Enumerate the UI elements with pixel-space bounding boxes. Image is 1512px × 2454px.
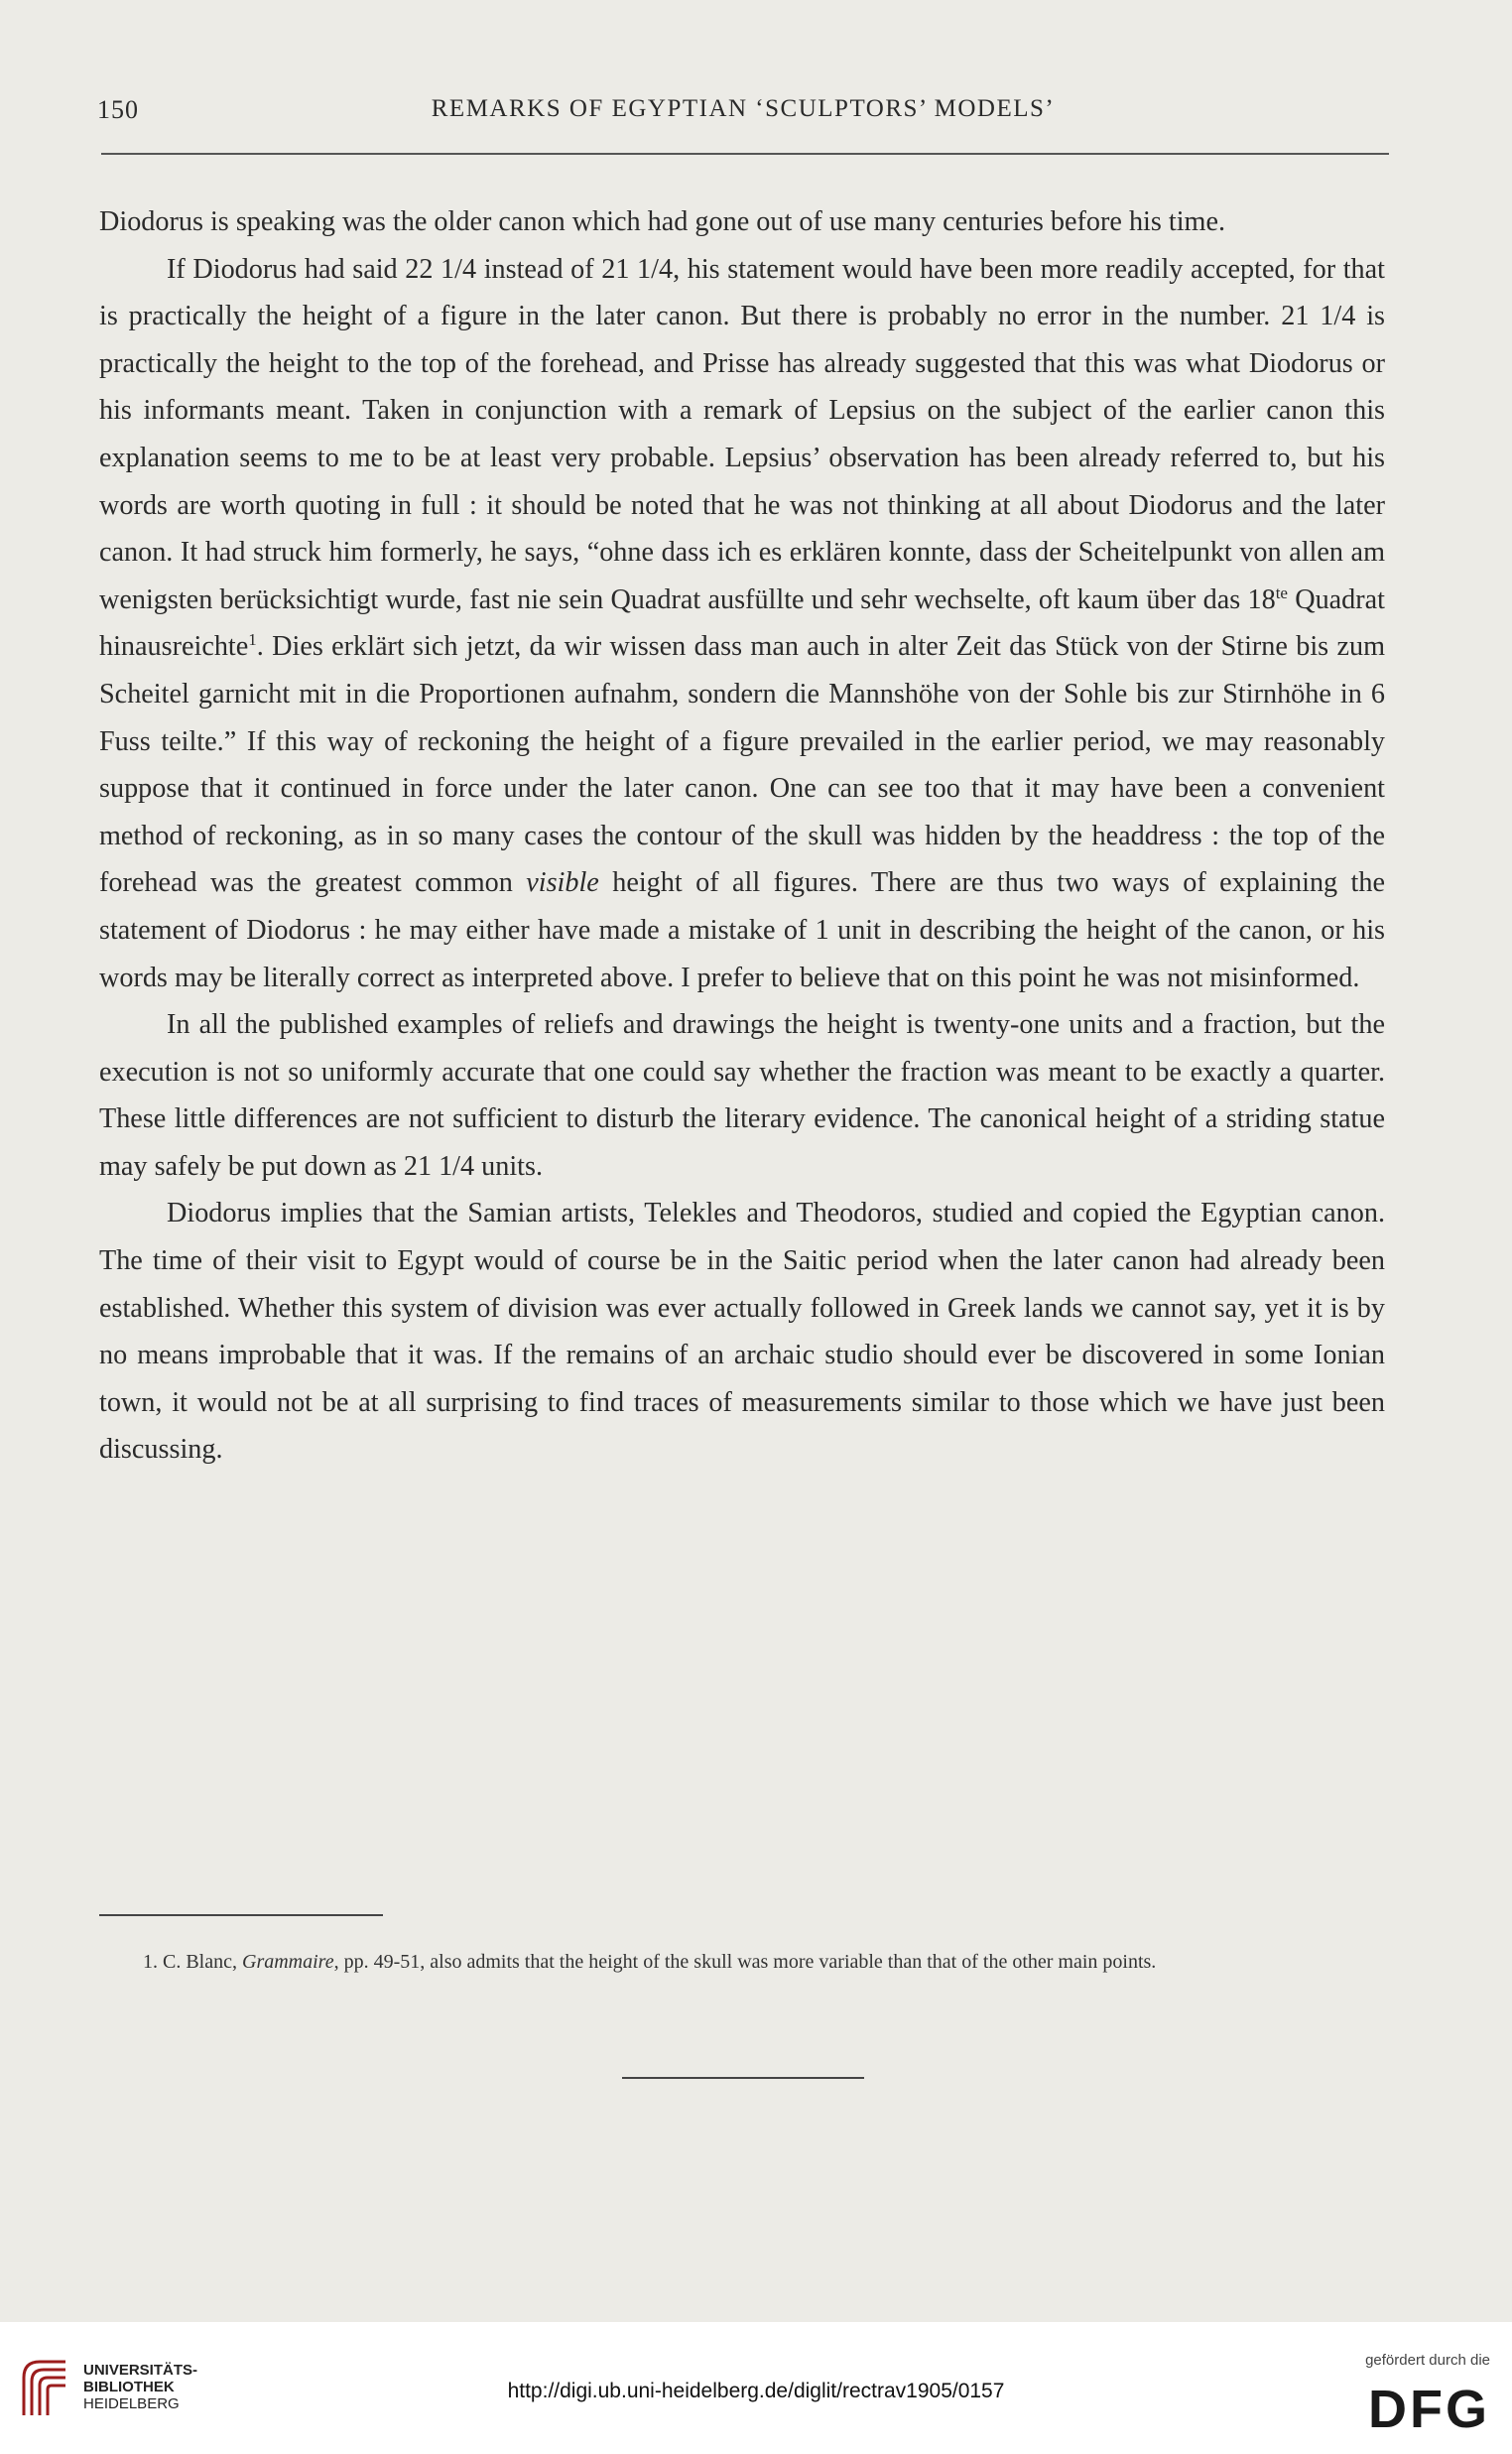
paragraph-2-text-d: height of all figures. There are thus two ways of explaining the statement of Diodorus : he may either have made a mistake of 1 unit in describing the height of the canon, or his words may be literally correct as interpreted above. I prefer to believe that on this point he was not misinformed. <box>99 867 1385 993</box>
paragraph-4: Diodorus implies that the Samian artists, Telekles and Theodoros, studied and copied the Egyptian canon. The time of their visit to Egypt would of course be in the Saitic period when the later canon had already been established. Whether this system of division was ever actually followed in Greek lands we cannot say, yet it is by no means improbable that it was. If the remains of an archaic studio should ever be discovered in some Ionian town, it would not be at all surprising to find traces of measurements similar to those which we have just been discussing. <box>99 1198 1385 1466</box>
library-line-2: BIBLIOTHEK <box>83 2379 175 2395</box>
footnote-text: , pp. 49-51, also admits that the height of the skull was more variable than that of the other main points. <box>333 1951 1157 1973</box>
page-header <box>97 95 1389 135</box>
body-text <box>99 198 1385 1474</box>
page-number: 150 <box>97 95 139 124</box>
library-line-1: UNIVERSITÄTS- <box>83 2362 198 2379</box>
paragraph-2-text-a: If Diodorus had said 22 1/4 instead of 21 1/4, his statement would have been more readily accepted, for that is practically the height of a figure in the later canon. But there is probably no error in the number. 21 1/4 is practically the height to the top of the forehead, and Prisse has already suggested that this was what Diodorus or his informants meant. Taken in conjunction with a remark of Lepsius on the subject of the earlier canon this explanation seems to me to be at least very probable. Lepsius’ observation has been already referred to, but his words are worth quoting in full : it should be noted that he was not thinking at all about Diodorus and the later canon. It had struck him formerly, he says, “ohne dass ich es erklären konnte, dass der Scheitelpunkt von allen am wenigsten berücksichtigt wurde, fast nie sein Quadrat ausfüllte und sehr wechselte, oft kaum über das 18 <box>99 253 1385 615</box>
end-rule <box>622 2077 864 2079</box>
paragraph-2-text-b: Quadrat hinausreichte <box>99 583 1385 663</box>
italic-visible: visible <box>526 867 599 899</box>
library-line-3: HEIDELBERG <box>83 2395 180 2412</box>
superscript-te: te <box>1275 582 1288 602</box>
paragraph-1: Diodorus is speaking was the older canon which had gone out of use many centuries before his time. <box>99 206 1226 237</box>
header-rule <box>101 153 1389 155</box>
footnote <box>99 1948 1385 1976</box>
footnote-rule <box>99 1914 383 1916</box>
footnote-marker: 1. C. Blanc, <box>143 1951 242 1973</box>
permalink-url[interactable]: http://digi.ub.uni-heidelberg.de/diglit/rectrav1905/0157 <box>507 2380 1005 2402</box>
digitization-footer <box>0 2322 1512 2454</box>
paragraph-2 <box>99 246 1385 1002</box>
paragraph-3: In all the published examples of reliefs and drawings the height is twenty-one units and a fraction, but the execution is not so uniformly accurate that one could say whether the fraction was meant to be exactly a quarter. These little differences are not sufficient to disturb the literary evidence. The canonical height of a striding statue may safely be put down as 21 1/4 units. <box>99 1009 1385 1182</box>
footnote-work-title: Grammaire <box>242 1951 334 1973</box>
dfg-logo: DFG <box>1368 2380 1490 2439</box>
footnote-reference: 1 <box>248 630 257 650</box>
paragraph-2-text-c: . Dies erklärt sich jetzt, da wir wissen dass man auch in alter Zeit das Stück von der Stirne bis zum Scheitel garnicht mit in die Proportionen aufnahm, sondern die Mannshöhe von der Sohle bis zur Stirnhöhe in 6 Fuss teilte.” If this way of reckoning the height of a figure prevailed in the earlier period, we may reasonably suppose that it continued in force under the later canon. One can see too that it may have been a convenient method of reckoning, as in so many cases the contour of the skull was hidden by the headdress : the top of the forehead was the greatest common <box>99 631 1385 899</box>
running-title: REMARKS OF EGYPTIAN ‘SCULPTORS’ MODELS’ <box>431 95 1056 122</box>
funded-by-label: gefördert durch die <box>1365 2352 1490 2369</box>
